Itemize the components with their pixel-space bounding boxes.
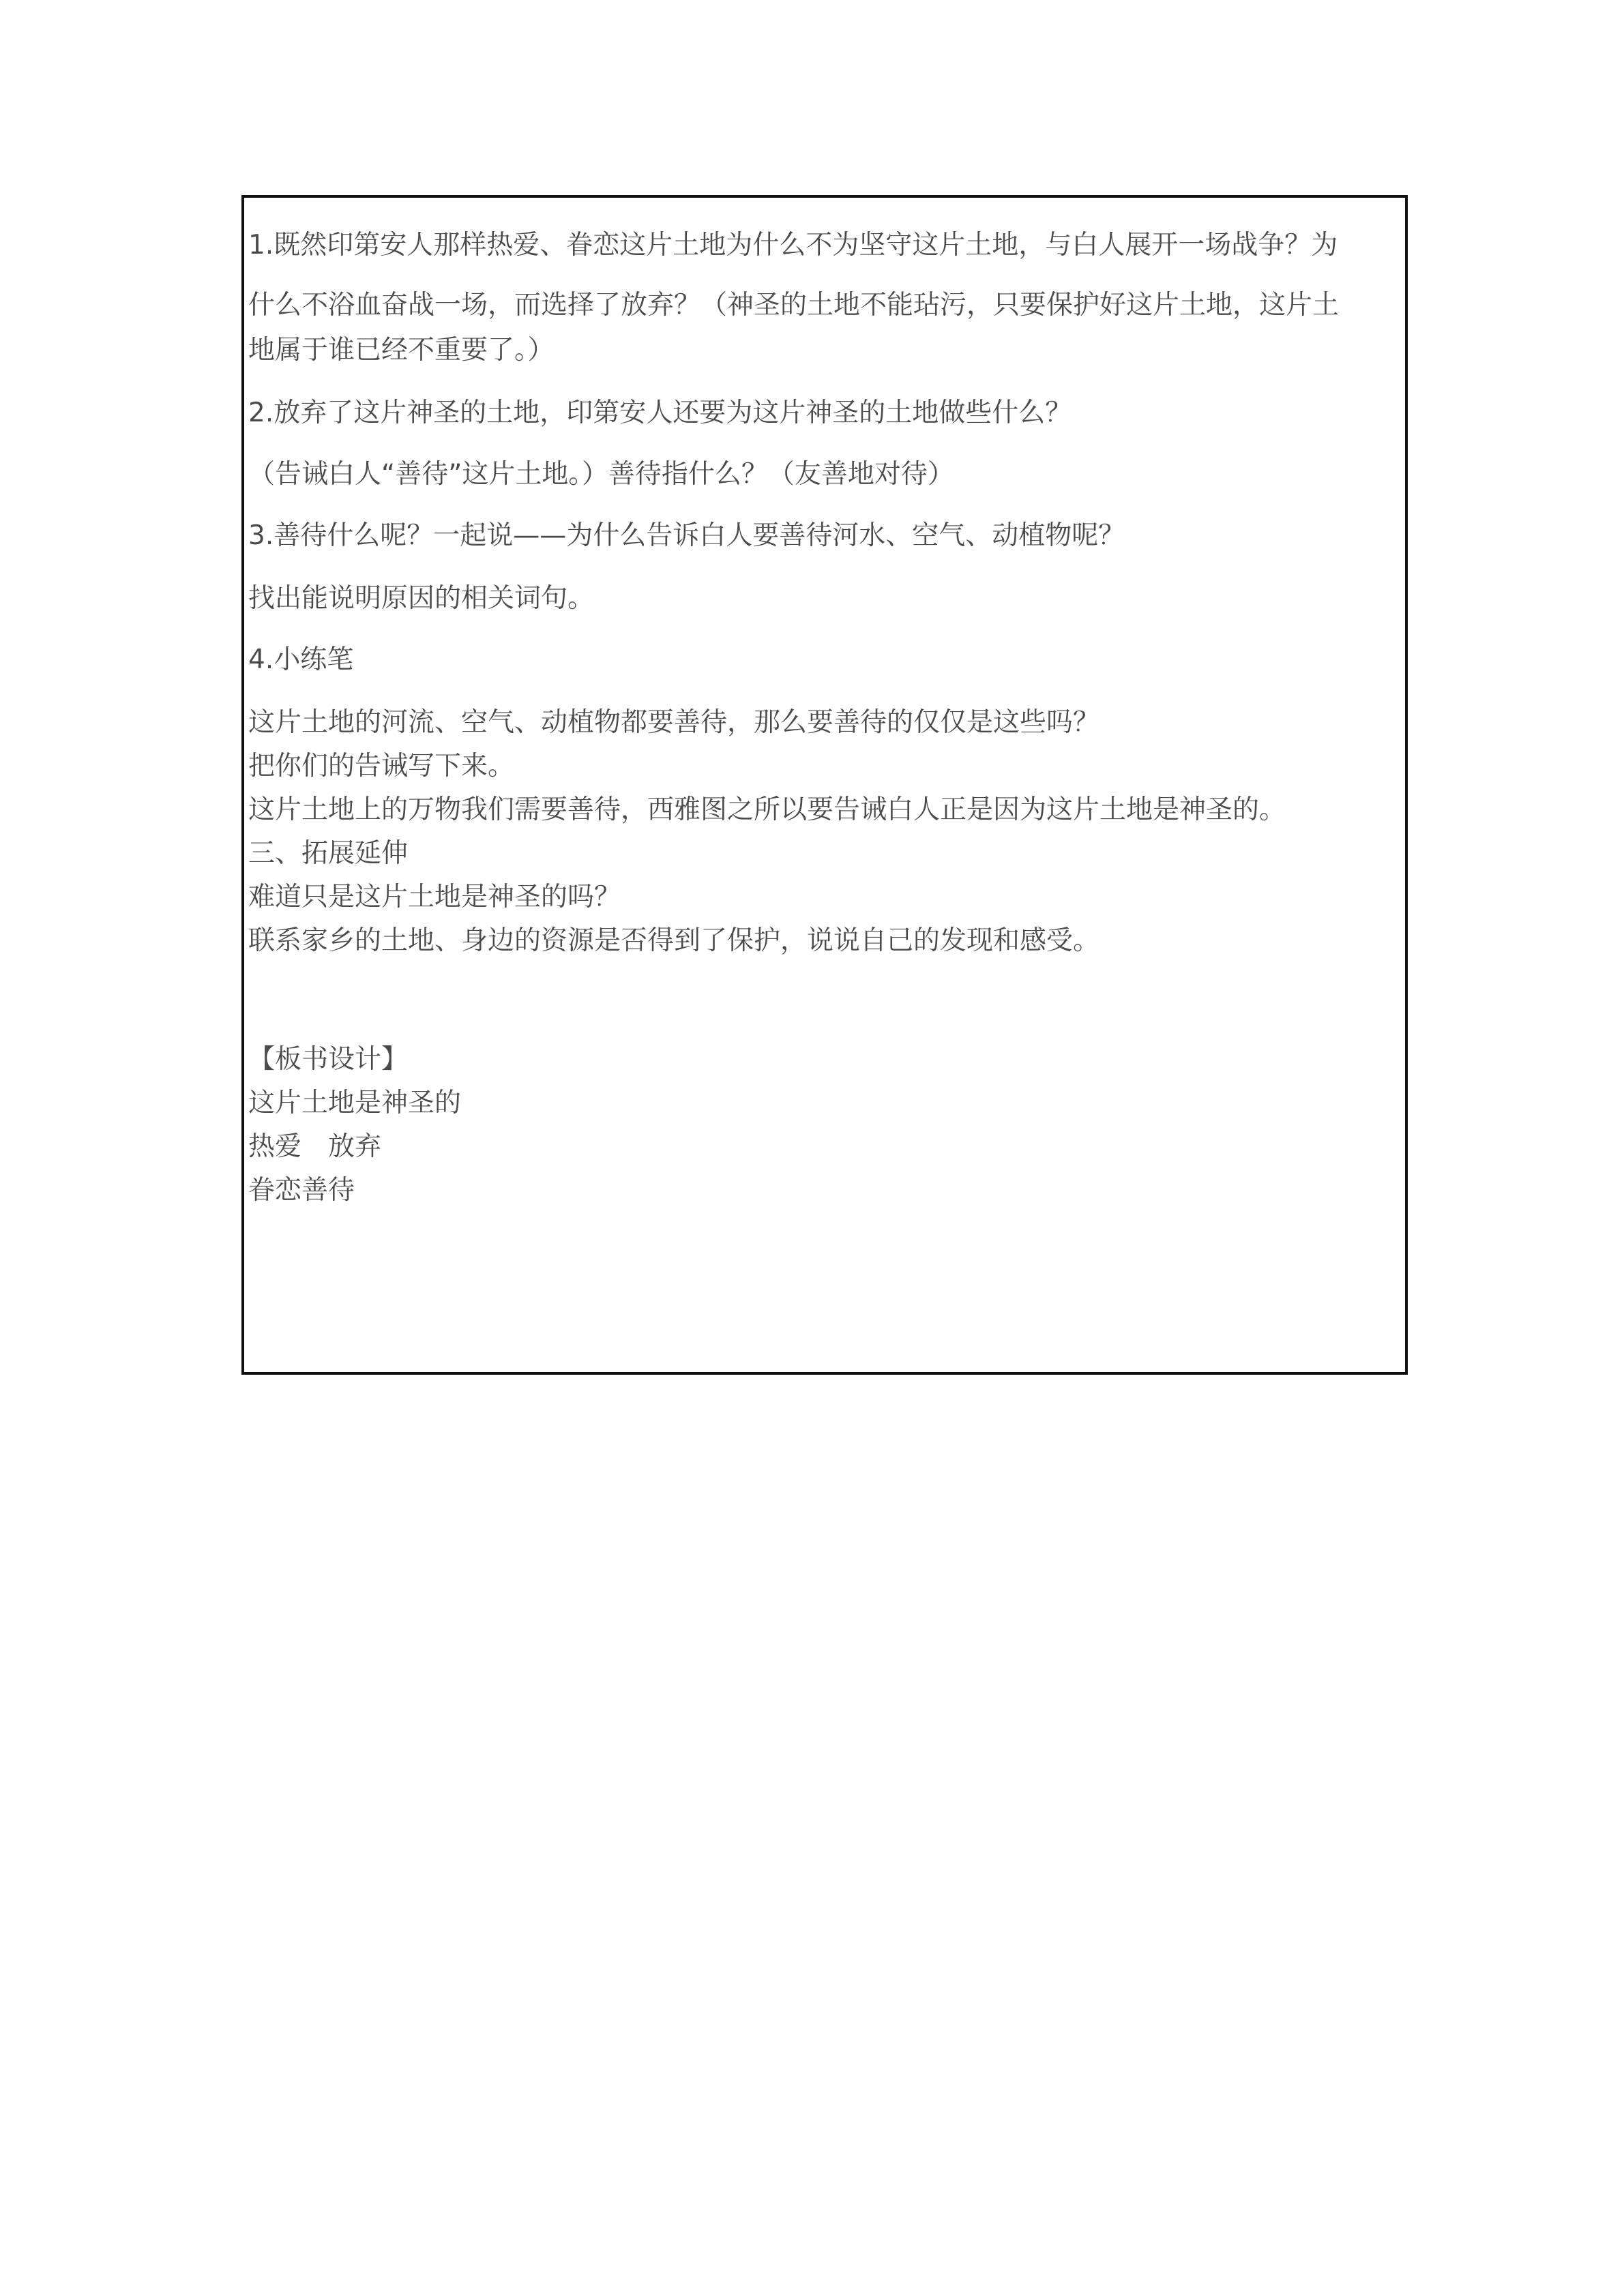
practice-line-1: 这片土地的河流、空气、动植物都要善待，那么要善待的仅仅是这些吗？ [248,707,1100,738]
question-1-line-1: 1.既然印第安人那样热爱、眷恋这片土地为什么不为坚守这片土地，与白人展开一场战争？为 [248,230,1338,260]
board-design-line-2: 眷恋善待 [248,1175,355,1206]
extension-task: 联系家乡的土地、身边的资源是否得到了保护，说说自己的发现和感受。 [248,925,1100,956]
question-1-line-2: 什么不浴血奋战一场，而选择了放弃？（神圣的土地不能玷污，只要保护好这片土地，这片土 [248,290,1340,320]
board-design-heading: 【板书设计】 [248,1044,409,1075]
practice-line-2: 把你们的告诫写下来。 [248,751,515,781]
board-design-title: 这片土地是神圣的 [248,1088,462,1118]
question-3-line-2: 找出能说明原因的相关词句。 [248,583,595,614]
practice-line-3: 这片土地上的万物我们需要善待，西雅图之所以要告诫白人正是因为这片土地是神圣的。 [248,794,1286,825]
lesson-plan-box [241,195,1408,1375]
section-3-heading: 三、拓展延伸 [248,838,409,869]
question-4-heading: 4.小练笔 [248,644,354,675]
question-3-line-1: 3.善待什么呢？一起说——为什么告诉白人要善待河水、空气、动植物呢？ [248,520,1125,551]
question-2-line-2: （告诫白人“善待”这片土地。）善待指什么？（友善地对待） [248,459,954,490]
question-2-line-1: 2.放弃了这片神圣的土地，印第安人还要为这片神圣的土地做些什么？ [248,398,1072,428]
question-1-line-3: 地属于谁已经不重要了。） [248,335,555,366]
board-design-line-1: 热爱 放弃 [248,1131,382,1162]
extension-question: 难道只是这片土地是神圣的吗？ [248,882,621,912]
